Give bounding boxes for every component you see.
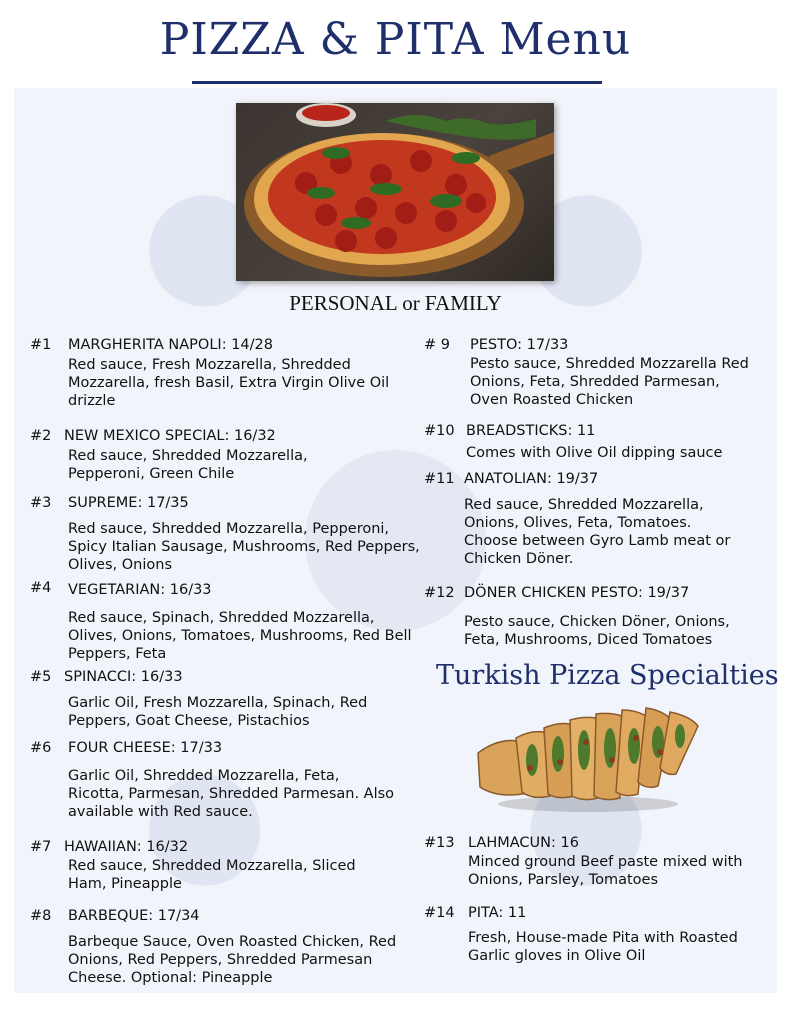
item-name-price: NEW MEXICO SPECIAL: 16/32 [64,428,276,444]
item-description: Fresh, House-made Pita with Roasted Garlic gloves in Olive Oil [468,930,738,964]
item-number: #2 [30,428,52,444]
item-number: #6 [30,740,52,756]
item-number: # 9 [424,337,450,353]
item-description: Minced ground Beef paste mixed with Onions, Parsley, Tomatoes [468,854,743,888]
item-description: Pesto sauce, Chicken Döner, Onions, Feta, Mushrooms, Diced Tomatoes [464,614,730,648]
item-number: #12 [424,585,455,601]
item-description: Red sauce, Shredded Mozzarella, Pepperoni, Green Chile [68,448,308,482]
item-name-price: BREADSTICKS: 11 [466,423,596,439]
item-number: #13 [424,835,455,851]
item-number: #11 [424,471,455,487]
item-description: Garlic Oil, Shredded Mozzarella, Feta, Ricotta, Parmesan, Shredded Parmesan. Also available with Red sauce. [68,768,395,820]
item-number: #14 [424,905,455,921]
item-description: Pesto sauce, Shredded Mozzarella Red Onions, Feta, Shredded Parmesan, Oven Roasted Chicken [470,356,749,408]
item-name-price: VEGETARIAN: 16/33 [68,582,212,598]
item-name-price: MARGHERITA NAPOLI: 14/28 [68,337,273,353]
item-description: Red sauce, Shredded Mozzarella, Pepperoni, Spicy Italian Sausage, Mushrooms, Red Peppers, Olives, Onions [68,521,420,573]
item-description: Garlic Oil, Fresh Mozzarella, Spinach, Red Peppers, Goat Cheese, Pistachios [68,695,368,729]
item-number: #3 [30,495,52,511]
item-name-price: DÖNER CHICKEN PESTO: 19/37 [464,585,690,601]
item-name-price: LAHMACUN: 16 [468,835,579,851]
item-number: #7 [30,839,52,855]
item-description: Red sauce, Shredded Mozzarella, Sliced Ham, Pineapple [68,858,356,892]
item-name-price: BARBEQUE: 17/34 [68,908,200,924]
item-number: #4 [30,580,52,596]
item-description: Barbeque Sauce, Oven Roasted Chicken, Red Onions, Red Peppers, Shredded Parmesan Cheese. Optional: Pineapple [68,934,397,986]
item-number: #10 [424,423,455,439]
item-name-price: HAWAIIAN: 16/32 [64,839,189,855]
pepperoni-pizza-photo [236,103,554,281]
item-description: Red sauce, Fresh Mozzarella, Shredded Mozzarella, fresh Basil, Extra Virgin Olive Oil drizzle [68,357,390,409]
item-name-price: PESTO: 17/33 [470,337,569,353]
item-name-price: PITA: 11 [468,905,527,921]
title-underline [192,81,602,84]
item-description: Red sauce, Spinach, Shredded Mozzarella, Olives, Onions, Tomatoes, Mushrooms, Red Bell Peppers, Feta [68,610,412,662]
item-number: #5 [30,669,52,685]
item-description: Red sauce, Shredded Mozzarella, Onions, Olives, Feta, Tomatoes. Choose between Gyro Lamb meat or Chicken Döner. [464,497,731,567]
item-name-price: FOUR CHEESE: 17/33 [68,740,223,756]
item-name-price: SPINACCI: 16/33 [64,669,183,685]
item-number: #8 [30,908,52,924]
turkish-pide-photo [472,698,702,816]
item-number: #1 [30,337,52,353]
item-name-price: SUPREME: 17/35 [68,495,189,511]
size-caption: PERSONAL or FAMILY [289,291,502,315]
specialties-heading: Turkish Pizza Specialties [436,660,779,691]
item-name-price: ANATOLIAN: 19/37 [464,471,599,487]
menu-title: PIZZA & PITA Menu [159,14,632,65]
item-description: Comes with Olive Oil dipping sauce [466,445,723,461]
